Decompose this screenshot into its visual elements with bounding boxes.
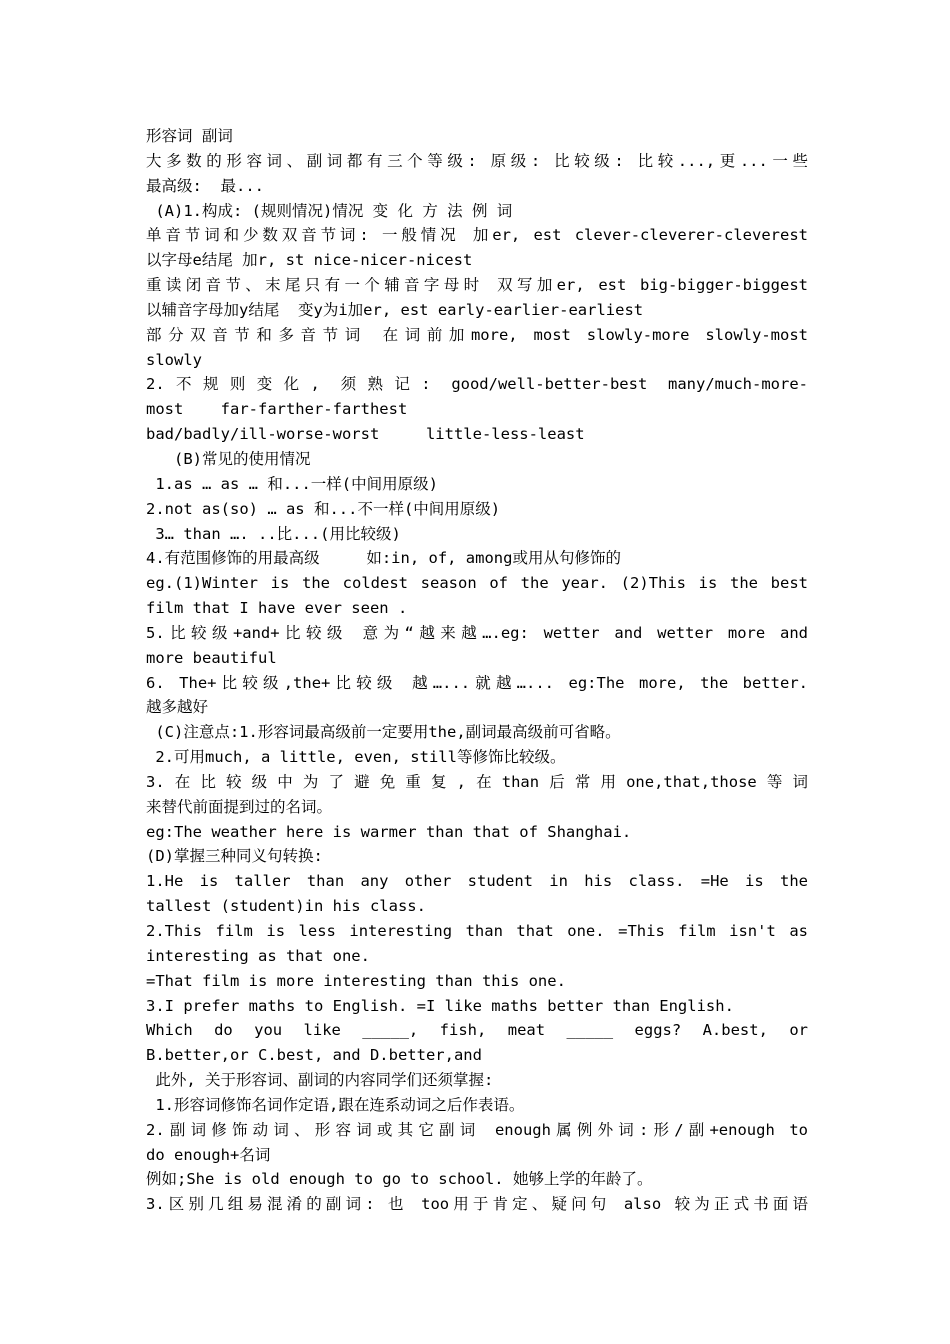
text-line: 6. The+比较级,the+比较级 越…...就越…... eg:The more, the better.: [146, 673, 808, 692]
text-line: 例如;She is old enough to go to school. 她够上学的年龄了。: [146, 1170, 653, 1189]
text-line: 单音节词和少数双音节词: 一般情况 加er, est clever-cleverer-cleverest: [146, 226, 808, 245]
text-line: 重读闭音节、末尾只有一个辅音字母时 双写加er, est big-bigger-biggest: [146, 276, 808, 295]
text-line: 来替代前面提到过的名词。: [146, 797, 333, 816]
text-line: 2.不规则变化, 须熟记: good/well-better-best many/much-more-: [146, 375, 808, 394]
section-heading: (D)掌握三种同义句转换:: [146, 847, 323, 866]
text-line: most far-farther-farthest: [146, 400, 408, 419]
text-line: bad/badly/ill-worse-worst little-less-least: [146, 425, 585, 444]
text-line: 5.比较级+and+比较级 意为“越来越….eg: wetter and wetter more and: [146, 623, 808, 642]
text-line: B.better,or C.best, and D.better,and: [146, 1046, 482, 1065]
text-line: 此外, 关于形容词、副词的内容同学们还须掌握:: [146, 1071, 494, 1090]
text-line: 3… than …. ..比...(用比较级): [146, 524, 401, 543]
text-line: 部分双音节和多音节词 在词前加more, most slowly-more slowly-most: [146, 325, 808, 344]
doc-heading: 形容词 副词: [146, 127, 233, 145]
text-line: 3.在比较级中为了避免重复,在than后常用one,that,those等词: [146, 772, 808, 791]
text-line: do enough+名词: [146, 1145, 271, 1164]
text-line: 4.有范围修饰的用最高级 如:in, of, among或用从句修饰的: [146, 549, 621, 568]
text-line: film that I have ever seen .: [146, 599, 408, 618]
text-line: tallest (student)in his class.: [146, 897, 426, 916]
text-line: 2.This film is less interesting than that one. =This film isn't as: [146, 922, 808, 940]
text-line: 大多数的形容词、副词都有三个等级: 原级: 比较级: 比较...,更...一些: [146, 151, 808, 170]
section-heading: (B)常见的使用情况: [146, 449, 311, 468]
section-heading: (C)注意点:1.形容词最高级前一定要用the,副词最高级前可省略。: [146, 723, 621, 742]
text-line: interesting as that one.: [146, 946, 370, 965]
text-line: eg.(1)Winter is the coldest season of the year. (2)This is the best: [146, 574, 808, 593]
text-line: 以辅音字母加y结尾 变y为i加er, est early-earlier-earliest: [146, 300, 644, 319]
text-line: 最高级: 最...: [146, 176, 264, 195]
text-line: 3.区别几组易混淆的副词: 也 too用于肯定、疑问句 also 较为正式书面语: [146, 1195, 808, 1214]
section-heading: (A)1.构成: (规则情况)情况 变 化 方 法 例 词: [146, 201, 513, 220]
text-line: slowly: [146, 350, 202, 369]
text-line: 2.可用much, a little, even, still等修饰比较级。: [146, 748, 566, 767]
text-line: eg:The weather here is warmer than that of Shanghai.: [146, 822, 632, 841]
text-line: 1.as … as … 和...一样(中间用原级): [146, 474, 438, 493]
text-line: 1.形容词修饰名词作定语,跟在连系动词之后作表语。: [146, 1095, 525, 1114]
text-line: 2.not as(so) … as 和...不一样(中间用原级): [146, 499, 501, 518]
text-line: 越多越好: [146, 698, 209, 717]
text-line: more beautiful: [146, 648, 277, 667]
text-line: Which do you like _____, fish, meat _____ eggs? A.best, or: [146, 1021, 808, 1040]
text-line: 以字母e结尾 加r, st nice-nicer-nicest: [146, 251, 473, 270]
text-line: 1.He is taller than any other student in his class. =He is the: [146, 872, 808, 891]
text-line: 3.I prefer maths to English. =I like maths better than English.: [146, 996, 734, 1015]
text-line: 2.副词修饰动词、形容词或其它副词 enough属例外词:形/副+enough to: [146, 1120, 808, 1139]
text-line: =That film is more interesting than this one.: [146, 971, 566, 990]
document-body: [146, 124, 808, 1217]
